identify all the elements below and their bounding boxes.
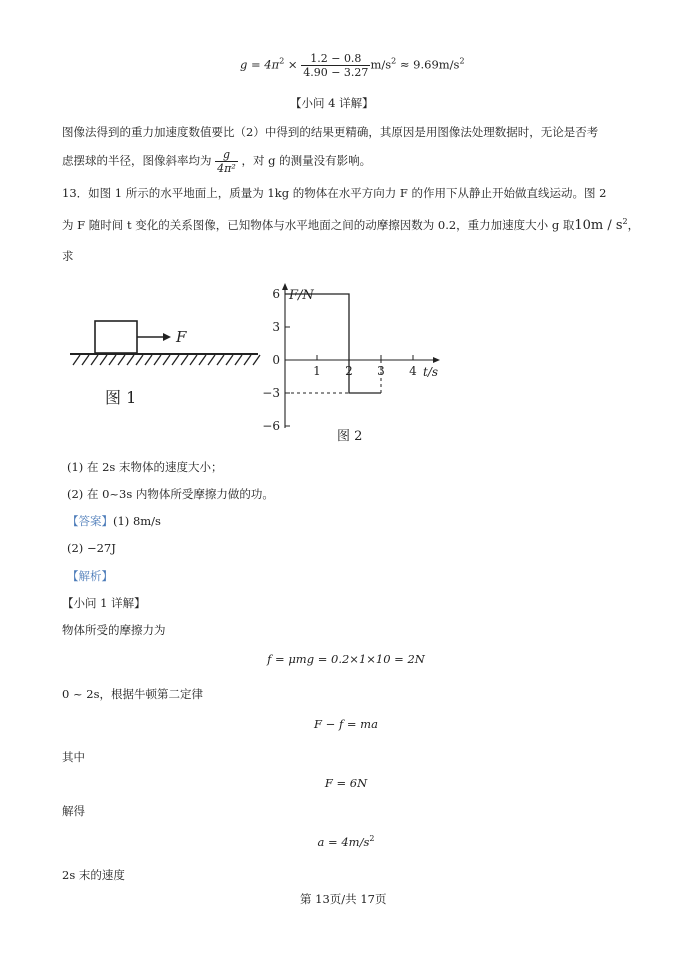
fig1-hatch-mark (235, 355, 242, 365)
fig1-hatch-mark (109, 355, 116, 365)
para1-fraction (215, 148, 238, 175)
fig2-x-tick-label: 2 (345, 364, 353, 378)
formula-g-approx: ≈ 9.69m/s (396, 57, 460, 72)
fig1-ground-hatch (73, 355, 260, 365)
formula-g-times: × (284, 57, 298, 72)
formula-g-lhs: g = 4π (240, 57, 280, 72)
formula-g-unit: m/s (370, 57, 392, 72)
fig2-x-axis-label: t/s (423, 365, 439, 379)
fig1-hatch-mark (208, 355, 215, 365)
eq-F: F = 6N (324, 776, 368, 790)
page-footer: 第 13页/共 17页 (300, 892, 387, 906)
fig1-hatch-mark (190, 355, 197, 365)
fig1-hatch-mark (154, 355, 161, 365)
para1-frac-num: g (215, 148, 238, 162)
fig2-series-F (285, 294, 381, 393)
formula-g (240, 52, 465, 79)
fig2-y-axis-arrow (282, 283, 288, 290)
answer-line-1 (67, 513, 161, 529)
fig2-y-tick-label: −6 (262, 419, 280, 433)
fig1-hatch-mark (118, 355, 125, 365)
q13-line2-end: ， (627, 218, 640, 232)
fig1-hatch-mark (127, 355, 134, 365)
fig1-hatch-mark (82, 355, 89, 365)
q13-line2-pre: 为 F 随时间 t 变化的关系图像，已知物体与水平地面之间的动摩擦因数为 0.2，重力加速度大小 g 取 (62, 218, 575, 232)
q13-line3: 求 (62, 249, 74, 263)
formula-g-pi-exp: 2 (279, 56, 285, 66)
fig1-hatch-mark (217, 355, 224, 365)
fig1-hatch-mark (244, 355, 251, 365)
sub4-heading: 【小问 4 详解】 (290, 96, 374, 110)
para1-line2-post: ，对 g 的测量没有影响。 (241, 153, 372, 168)
eq-friction: f = μmg = 0.2×1×10 = 2N (267, 652, 425, 666)
formula-g-numerator: 1.2 − 0.8 (301, 52, 370, 66)
fig2-x-tick-label: 1 (313, 364, 321, 378)
fig1-hatch-mark (91, 355, 98, 365)
fig1-force-label: F (176, 328, 187, 346)
analysis-tag: 【解析】 (67, 569, 113, 583)
eq-a (0, 834, 692, 849)
fig2-x-tick-label: 4 (409, 364, 417, 378)
para1-frac-den: 4π² (217, 162, 236, 175)
friction-intro: 物体所受的摩擦力为 (62, 623, 166, 637)
figure-1 (65, 315, 265, 420)
formula-g-unit-exp: 2 (391, 56, 397, 66)
fig2-y-tick-label: 0 (272, 353, 280, 367)
end-line: 2s 末的速度 (62, 868, 125, 882)
q13-line2-val: 10m / s (574, 218, 623, 233)
eq-a-text: a = 4m/s (317, 834, 370, 849)
fig2-x-axis-arrow (433, 357, 440, 363)
para1-line2-pre: 虑摆球的半径，图像斜率均为 (62, 153, 212, 168)
sub-question-2: (2) 在 0~3s 内物体所受摩擦力做的功。 (67, 487, 274, 501)
solve-line: 解得 (62, 804, 85, 818)
fig1-hatch-mark (136, 355, 143, 365)
fig1-hatch-mark (163, 355, 170, 365)
where-line: 其中 (62, 750, 85, 764)
answer-tag: 【答案】 (67, 514, 113, 528)
sub1-heading: 【小问 1 详解】 (62, 596, 146, 610)
fig2-y-tick-label: −3 (262, 386, 280, 400)
q13-line2-exp: 2 (622, 217, 628, 227)
figure-2 (255, 280, 445, 450)
fig1-block (95, 321, 137, 353)
fig1-hatch-mark (100, 355, 107, 365)
fig1-force-arrow-head (163, 333, 171, 341)
fig1-hatch-mark (145, 355, 152, 365)
fig1-hatch-mark (181, 355, 188, 365)
para1-line1: 图像法得到的重力加速度数值要比（2）中得到的结果更精确，其原因是用图像法处理数据时，无论是否考 (62, 125, 599, 139)
sub-question-1: (1) 在 2s 末物体的速度大小； (67, 460, 223, 474)
formula-g-fraction (301, 52, 370, 79)
formula-g-approx-exp: 2 (459, 56, 465, 66)
fig2-x-tick-label: 3 (377, 364, 385, 378)
eq-newton: F − f = ma (314, 717, 378, 731)
newton-line: 0 ~ 2s，根据牛顿第二定律 (62, 687, 203, 701)
fig2-caption: 图 2 (337, 429, 363, 444)
q13-line2 (62, 217, 639, 233)
fig1-hatch-mark (73, 355, 80, 365)
fig2-y-tick-label: 6 (272, 287, 280, 301)
fig2-y-axis-label: F/N (289, 288, 314, 303)
q13-line1: 13．如图 1 所示的水平地面上，质量为 1kg 的物体在水平方向力 F 的作用下从静止开始做直线运动。图 2 (62, 186, 607, 200)
fig1-hatch-mark (226, 355, 233, 365)
answer-1: (1) 8m/s (113, 514, 161, 528)
fig1-hatch-mark (172, 355, 179, 365)
fig1-hatch-mark (199, 355, 206, 365)
answer-2: (2) −27J (67, 541, 116, 555)
fig1-caption: 图 1 (105, 388, 137, 407)
eq-a-exp: 2 (369, 834, 375, 843)
formula-g-denominator: 4.90 − 3.27 (303, 66, 369, 79)
para1-line2 (62, 148, 371, 175)
fig2-y-tick-label: 3 (272, 320, 280, 334)
